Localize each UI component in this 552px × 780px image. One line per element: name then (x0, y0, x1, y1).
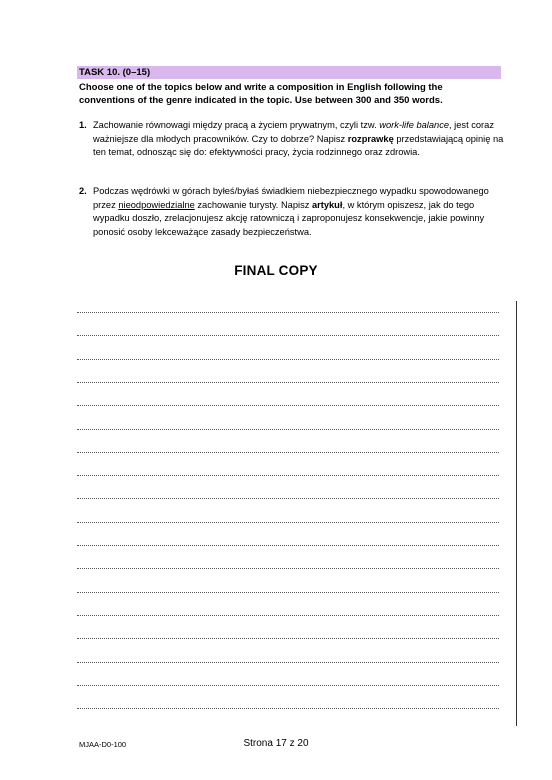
topic-1-genre: rozprawkę (347, 133, 394, 144)
writing-line[interactable] (77, 592, 499, 593)
writing-line[interactable] (77, 568, 499, 569)
topic-1 (79, 119, 504, 160)
writing-area[interactable] (77, 301, 505, 721)
topic-1-number: 1. (79, 120, 87, 130)
writing-line[interactable] (77, 382, 499, 383)
topic-1-text (93, 119, 504, 160)
writing-line[interactable] (77, 312, 499, 313)
writing-line[interactable] (77, 708, 499, 709)
task-instructions: Choose one of the topics below and write a composition in English following the conventions of the genre indicated in the topic. Use between 300 and 350 words. (79, 82, 443, 106)
topic-1-part: przedstawiającą opinię na ten temat, odnosząc się do: efektywności pracy, życia rodzinnego oraz zdrowia. (93, 133, 504, 157)
final-copy-title: FINAL COPY (234, 263, 318, 278)
margin-line (516, 301, 517, 726)
page-number: Strona 17 z 20 (243, 738, 309, 749)
topic-1-part: , jest coraz ważniejsze dla młodych pracowników. Czy to dobrze? Napisz (93, 120, 494, 144)
topic-2 (79, 185, 504, 239)
writing-line[interactable] (77, 429, 499, 430)
writing-line[interactable] (77, 522, 499, 523)
writing-line[interactable] (77, 662, 499, 663)
topic-1-part: work-life balance (379, 120, 450, 130)
topic-2-number: 2. (79, 186, 87, 196)
writing-line[interactable] (77, 359, 499, 360)
writing-line[interactable] (77, 475, 499, 476)
writing-line[interactable] (77, 405, 499, 406)
topic-2-part: nieodpowiedzialne (118, 199, 195, 210)
topic-2-part: , w którym opiszesz, jak do tego wypadku doszło, zrelacjonujesz akcję ratowniczą i zaproponujesz konsekwencje, jakie powinny ponosić osoby lekceważące zasady bezpieczeństwa. (93, 199, 485, 237)
topic-2-text (93, 185, 504, 239)
topic-2-part: zachowanie turysty. Napisz (194, 199, 312, 210)
task-header: TASK 10. (0–15) (77, 66, 501, 79)
writing-line[interactable] (77, 638, 499, 639)
writing-line[interactable] (77, 498, 499, 499)
writing-line[interactable] (77, 452, 499, 453)
writing-line[interactable] (77, 615, 499, 616)
writing-line[interactable] (77, 335, 499, 336)
topic-2-genre: artykuł (311, 199, 343, 210)
footer-code: MJAA-D0-100 (79, 740, 127, 749)
writing-line[interactable] (77, 685, 499, 686)
writing-line[interactable] (77, 545, 499, 546)
topic-2-part: Podczas wędrówki w górach byłeś/byłaś świadkiem niebezpiecznego wypadku spowodowanego przez (93, 186, 489, 210)
topic-1-part: Zachowanie równowagi między pracą a życiem prywatnym, czyli tzw. (93, 120, 380, 130)
